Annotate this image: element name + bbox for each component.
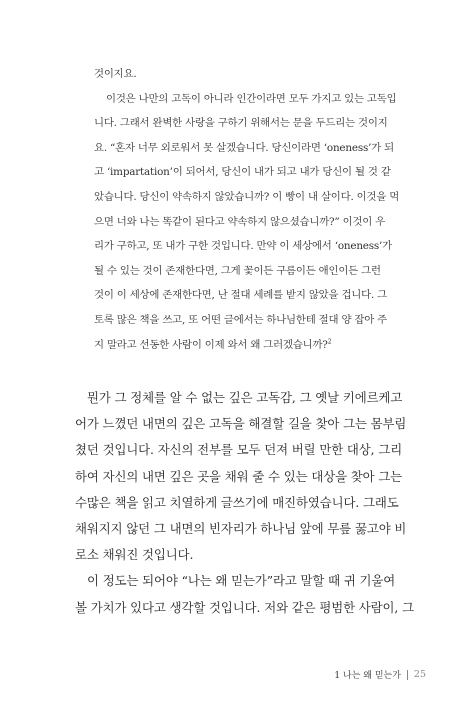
quote-line: 될 수 있는 것이 존재한다면, 그게 꽃이든 구름이든 애인이든 그런: [94, 264, 381, 277]
quote-line-last: [94, 333, 406, 358]
quote-line: 니다. 그래서 완벽한 사랑을 구하기 위해서는 문을 두드리는 것이지: [94, 117, 388, 130]
footer-divider: [407, 670, 408, 680]
body-line: 이 정도는 되어야 “나는 왜 믿는가”라고 말할 때 귀 기울여: [87, 573, 396, 589]
quote-line: 았습니다. 당신이 약속하지 않았습니까? 이 빵이 내 살이다. 이것을 먹: [94, 190, 400, 203]
page-footer: [334, 668, 426, 681]
body-line: 쳤던 것입니다. 자신의 전부를 모두 던져 버릴 만한 대상, 그리: [75, 442, 403, 458]
quote-line: 것이지요.: [94, 68, 137, 80]
quote-line: 요. “혼자 너무 외로워서 못 살겠습니다. 당신이라면 ‘oneness’가 되: [94, 141, 394, 154]
quote-line: 토록 많은 책을 쓰고, 또 어떤 글에서는 하나님한테 절대 양 잡아 주: [94, 313, 388, 326]
footnote-marker: 2: [327, 338, 332, 346]
quote-line: 것이 이 세상에 존재한다면, 난 절대 세례를 받지 않았을 겁니다. 그: [94, 289, 388, 302]
quote-line-text: 지 말라고 선동한 사람이 이제 와서 왜 그러겠습니까?: [94, 338, 328, 351]
page-number: 25: [413, 669, 426, 680]
quote-line: 리가 구하고, 또 내가 구한 것입니다. 만약 이 세상에서 ‘oneness’가: [94, 240, 392, 253]
block-quote: [94, 62, 406, 357]
body-line: 로소 채워진 것입니다.: [75, 547, 194, 563]
body-text: [75, 385, 414, 621]
quote-line: 고 ‘impartation’이 되어서, 당신이 내가 되고 내가 당신이 될 것 같: [94, 166, 391, 179]
running-header-chapter: 1 나는 왜 믿는가: [334, 671, 401, 681]
body-line: 볼 가치가 있다고 생각할 것입니다. 저와 같은 평범한 사람이, 그: [75, 599, 414, 615]
body-line: 수많은 책을 읽고 치열하게 글쓰기에 매진하였습니다. 그래도: [75, 494, 399, 510]
body-line: 뭔가 그 정체를 알 수 없는 깊은 고독감, 그 옛날 키에르케고: [87, 390, 403, 405]
quote-line: 이것은 나만의 고독이 아니라 인간이라면 모두 가지고 있는 고독입: [106, 92, 397, 105]
quote-line: 으면 너와 나는 똑같이 된다고 약속하지 않으셨습니까?” 이것이 우: [94, 215, 386, 228]
body-line: 채워지지 않던 그 내면의 빈자리가 하나님 앞에 무릎 꿇고야 비: [75, 520, 407, 536]
body-line: 하여 자신의 내면 깊은 곳을 채워 줄 수 있는 대상을 찾아 그는: [75, 468, 403, 484]
body-line: 어가 느꼈던 내면의 깊은 고독을 해결할 길을 찾아 그는 몸부림: [75, 416, 407, 432]
